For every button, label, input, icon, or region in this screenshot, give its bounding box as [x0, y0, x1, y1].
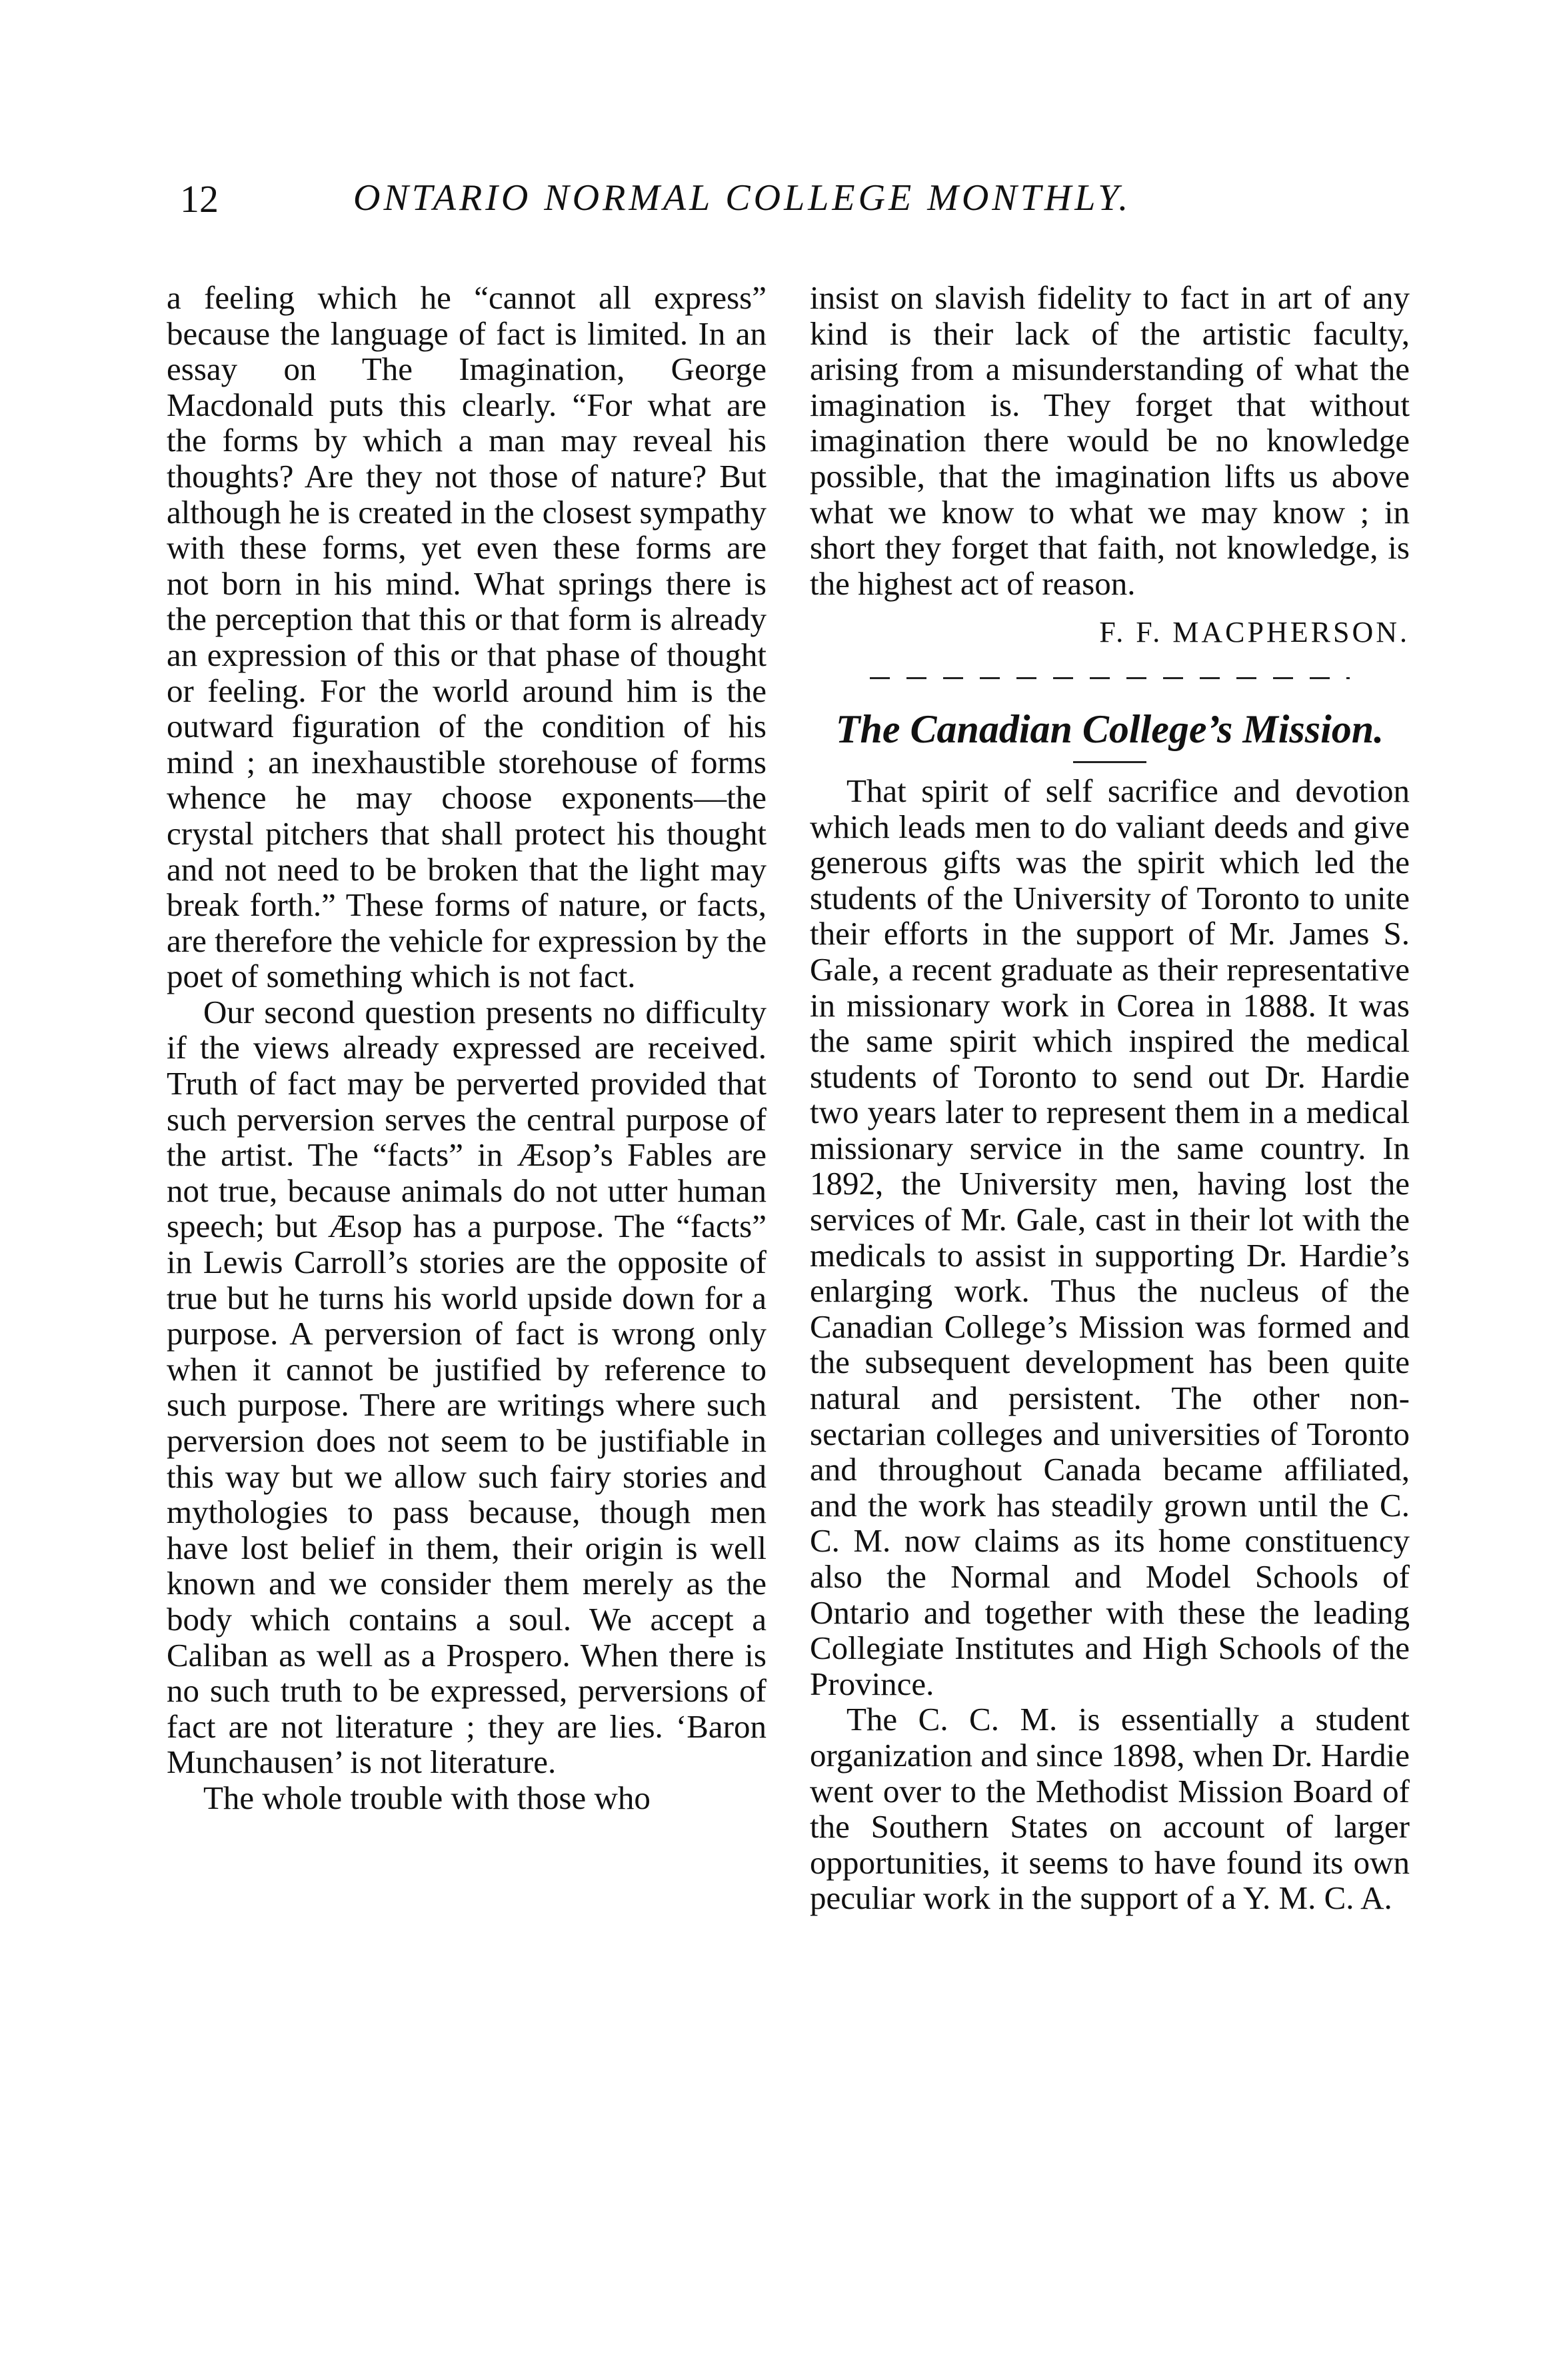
paragraph: The whole trouble with those who [203, 1779, 651, 1816]
running-title: ONTARIO NORMAL COLLEGE MONTHLY. [353, 177, 1132, 219]
page-number: 12 [180, 177, 219, 221]
author-signature: F. F. MACPHERSON. [1099, 616, 1410, 649]
paragraph: That spirit of self sacrifice and devotion which leads men to do valiant deeds and give generous gifts was the spirit which led the students of the University of Toronto to unite their efforts in the support of Mr. James S. Gale, a recent graduate as their representative in missionary work in Corea in 1888. It was the same spirit which inspired the medical students of Toronto to send out Dr. Hardie two years later to represent them in a medical missionary service in the same country. In 1892, the University men, having lost the services of Mr. Gale, cast in their lot with the medicals to assist in supporting Dr. Hardie’s enlarging work. Thus the nucleus of the Canadian College’s Mission was formed and the subsequent development has been quite natural and persistent. The other non-sectarian colleges and universities of Toronto and throughout Canada became affiliated, and the work has steadily grown until the C. C. M. now claims as its home constituency also the Normal and Model Schools of Ontario and together with these the leading Collegiate Institutes and High Schools of the Province. [810, 772, 1410, 1702]
paragraph: a feeling which he “cannot all express” because the language of fact is limited. In an essay on The Imagination, George Macdonald puts this clearly. “For what are the forms by which a man may reveal his thoughts? Are they not those of nature? But although he is created in the closest sympathy with these forms, yet even these forms are not born in his mind. What springs there is the perception that this or that form is already an expression of this or that phase of thought or feeling. For the world around him is the outward figuration of the condition of his mind ; an inexhaustible storehouse of forms whence he may choose exponents—the crystal pitchers that shall protect his thought and not need to be broken that the light may break forth.” These forms of nature, or facts, are therefore the vehicle for expression by the poet of something which is not fact. [167, 279, 767, 995]
left-column [167, 280, 767, 1816]
section-divider [870, 677, 1350, 679]
right-column [810, 280, 1410, 1916]
title-underline [1073, 761, 1146, 763]
page-header [180, 177, 1413, 237]
paragraph: Our second question presents no difficulty if the views already expressed are received. Truth of fact may be perverted provided that such perversion serves the central purpose of the artist. The “facts” in Æsop’s Fables are not true, because animals do not utter human speech; but Æsop has a purpose. The “facts” in Lewis Carroll’s stories are the opposite of true but he turns his world upside down for a purpose. A perversion of fact is wrong only when it cannot be justified by reference to such purpose. There are writings where such perversion does not seem to be justifiable in this way but we allow such fairy stories and mythologies to pass because, though men have lost belief in them, their origin is well known and we consider them merely as the body which contains a soul. We accept a Caliban as well as a Prospero. When there is no such truth to be expressed, perversions of fact are not literature ; they are lies. ‘Baron Munchausen’ is not literature. [167, 993, 767, 1781]
section-title: The Canadian College’s Mission. [835, 706, 1384, 751]
paragraph: The C. C. M. is essentially a student organization and since 1898, when Dr. Hardie went over to the Methodist Mission Board of the Southern States on account of larger opportunities, it seems to have found its own peculiar work in the support of a Y. M. C. A. [810, 1701, 1410, 1917]
paragraph: insist on slavish fidelity to fact in art of any kind is their lack of the artistic faculty, arising from a misunderstanding of what the imagination is. They forget that without imagination there would be no knowledge possible, that the imagination lifts us above what we know to what we may know ; in short they forget that faith, not knowledge, is the highest act of reason. [810, 279, 1410, 602]
